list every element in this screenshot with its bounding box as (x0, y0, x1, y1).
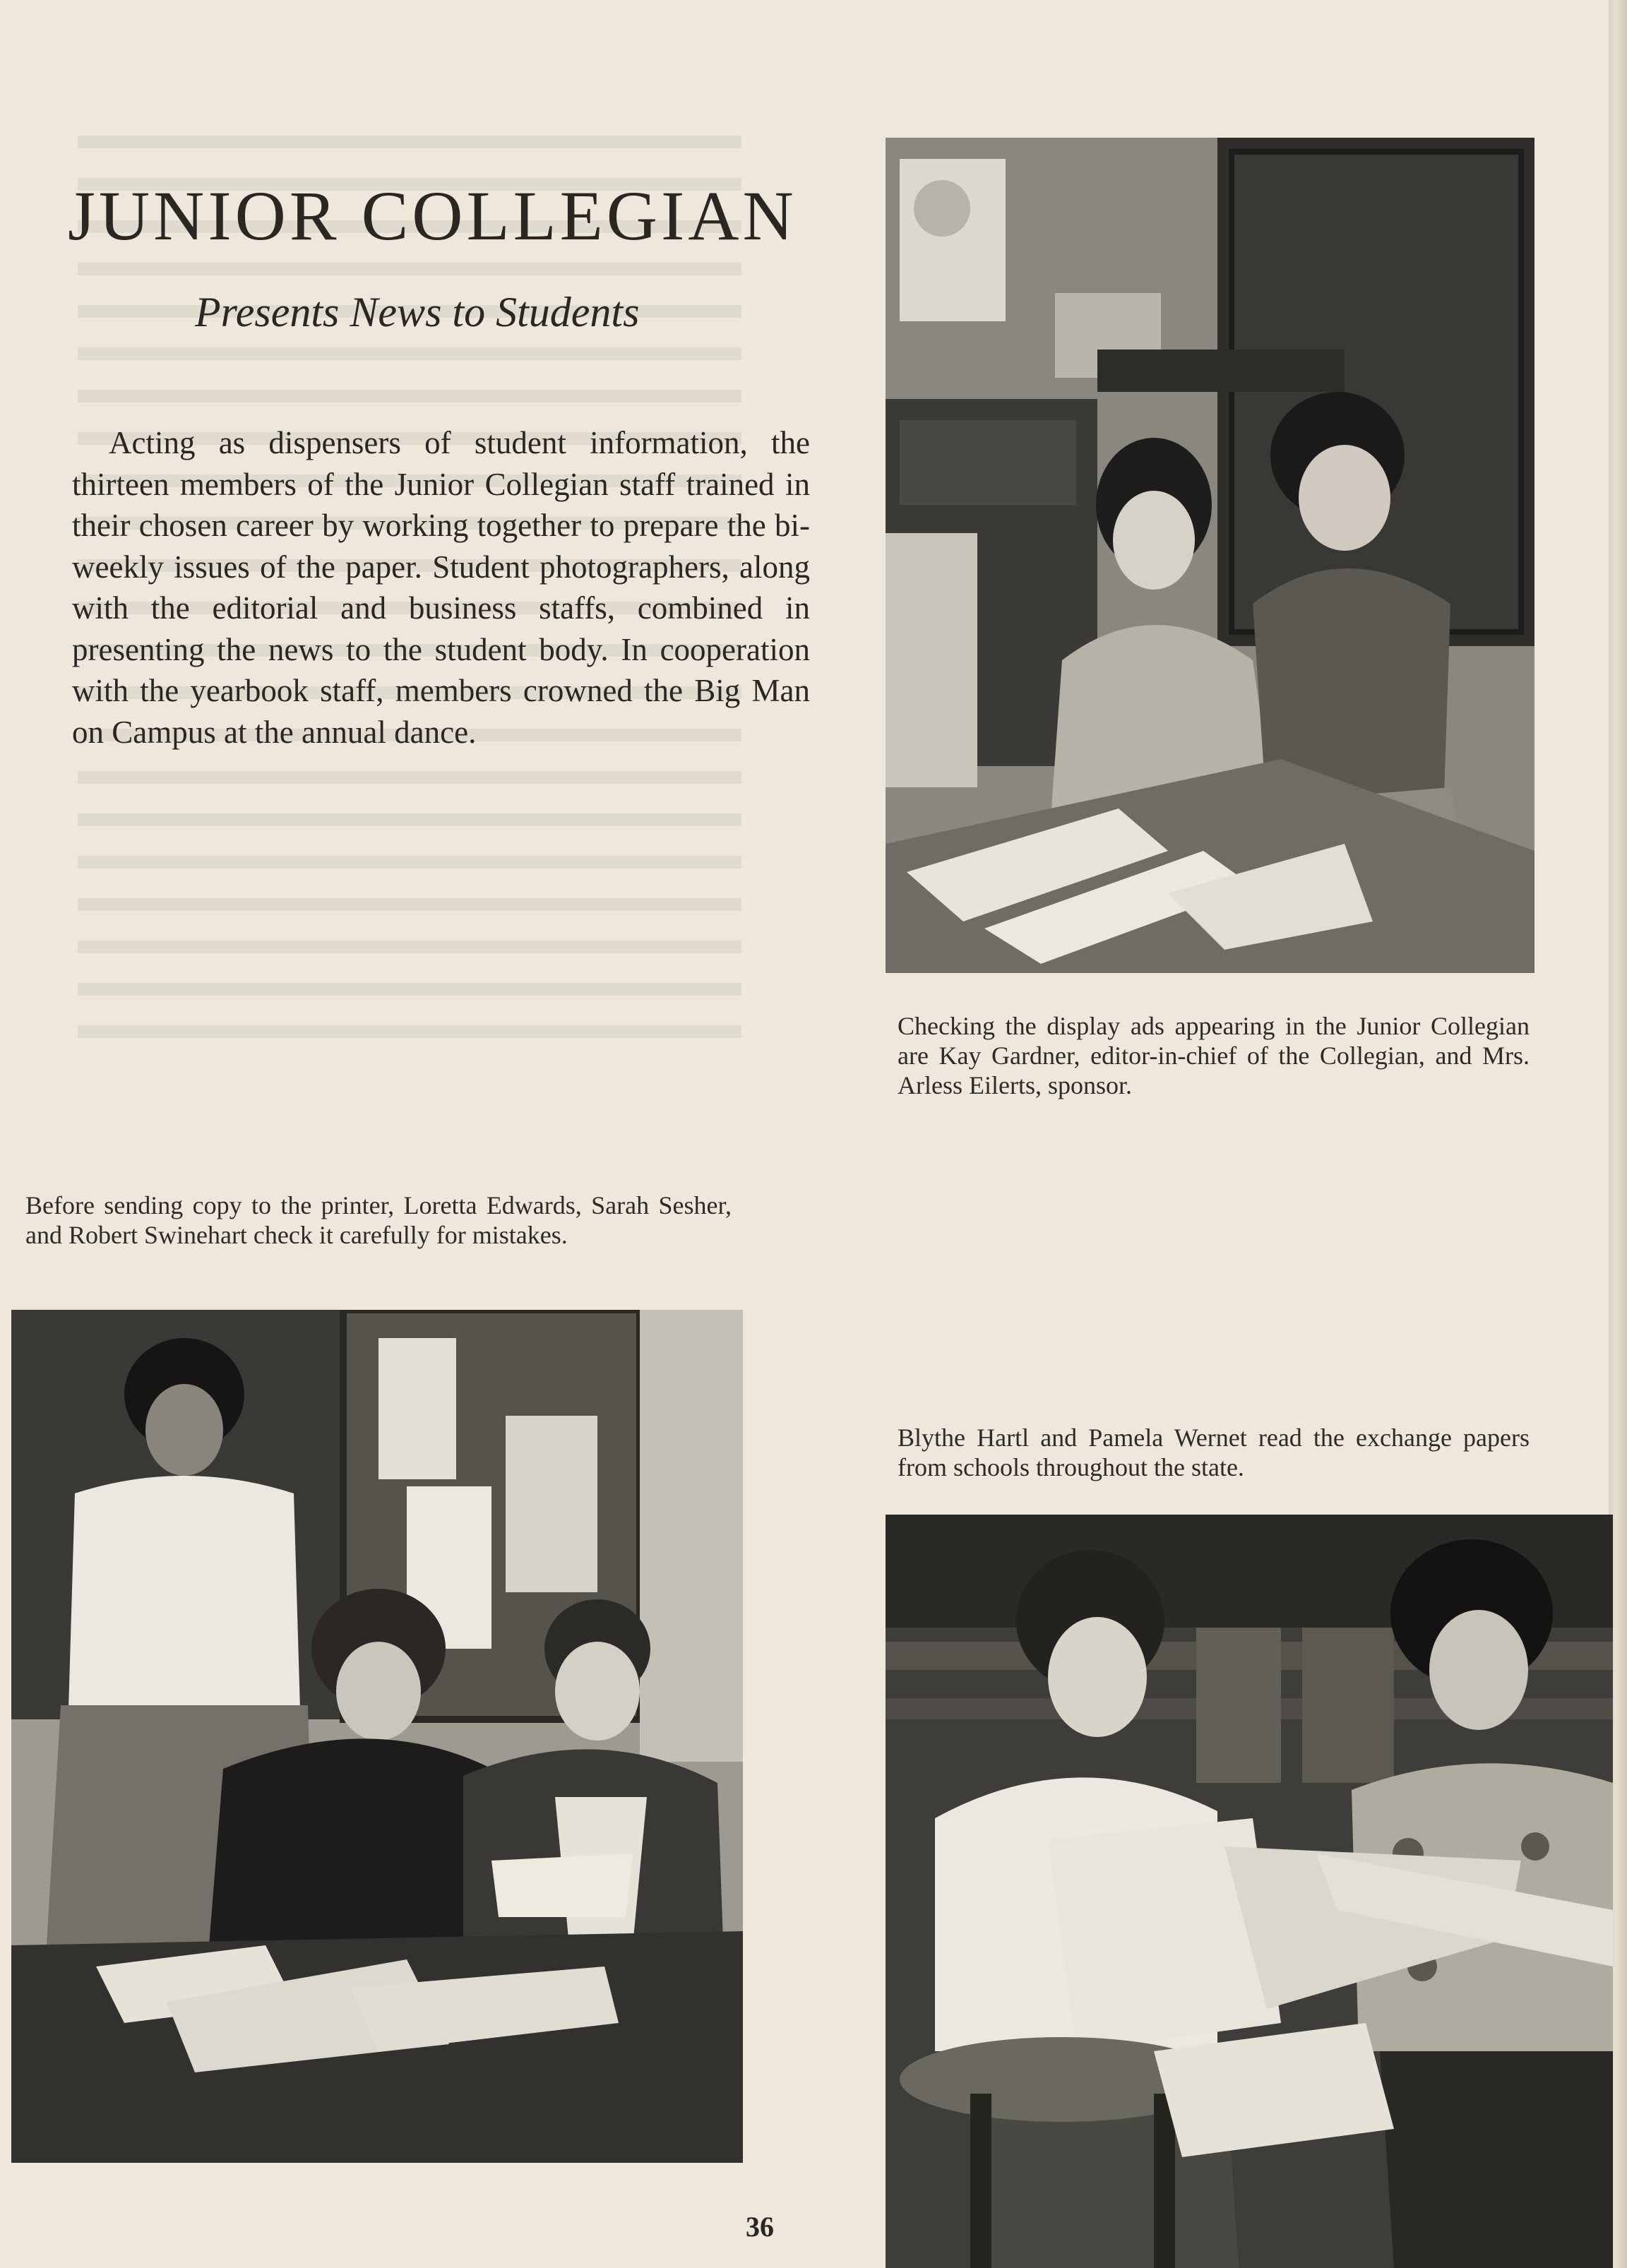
photo-check-copy-image (11, 1310, 743, 2163)
caption-check-copy: Before sending copy to the printer, Loretta Edwards, Sarah Sesher, and Robert Swinehart check it carefully for mistakes. (25, 1191, 732, 1249)
photo-display-ads (886, 138, 1534, 973)
photo-display-ads-image (886, 138, 1534, 973)
photo-exchange-papers-image (886, 1515, 1613, 2268)
page-subtitle: Presents News to Students (195, 289, 640, 335)
page-title: JUNIOR COLLEGIAN (68, 177, 797, 255)
caption-exchange-papers: Blythe Hartl and Pamela Wernet read the exchange papers from schools throughout the state. (898, 1424, 1530, 1481)
caption-display-ads: Checking the display ads appearing in the Junior Collegian are Kay Gardner, editor-in-chief of the Collegian, and Mrs. Arless Eilerts, sponsor. (898, 1012, 1530, 1099)
page-number: 36 (746, 2211, 774, 2243)
intro-paragraph: Acting as dispensers of student information, the thirteen members of the Junior Collegian staff trained in their chosen career by working together to prepare the bi-weekly issues of the paper. Student photographers, along with the editorial and business staffs, combined in presenting the news to the student body. In cooperation with the yearbook staff, members crowned the Big Man on Campus at the annual dance. (72, 425, 810, 750)
photo-exchange-papers (886, 1515, 1613, 2268)
photo-check-copy (11, 1310, 743, 2163)
